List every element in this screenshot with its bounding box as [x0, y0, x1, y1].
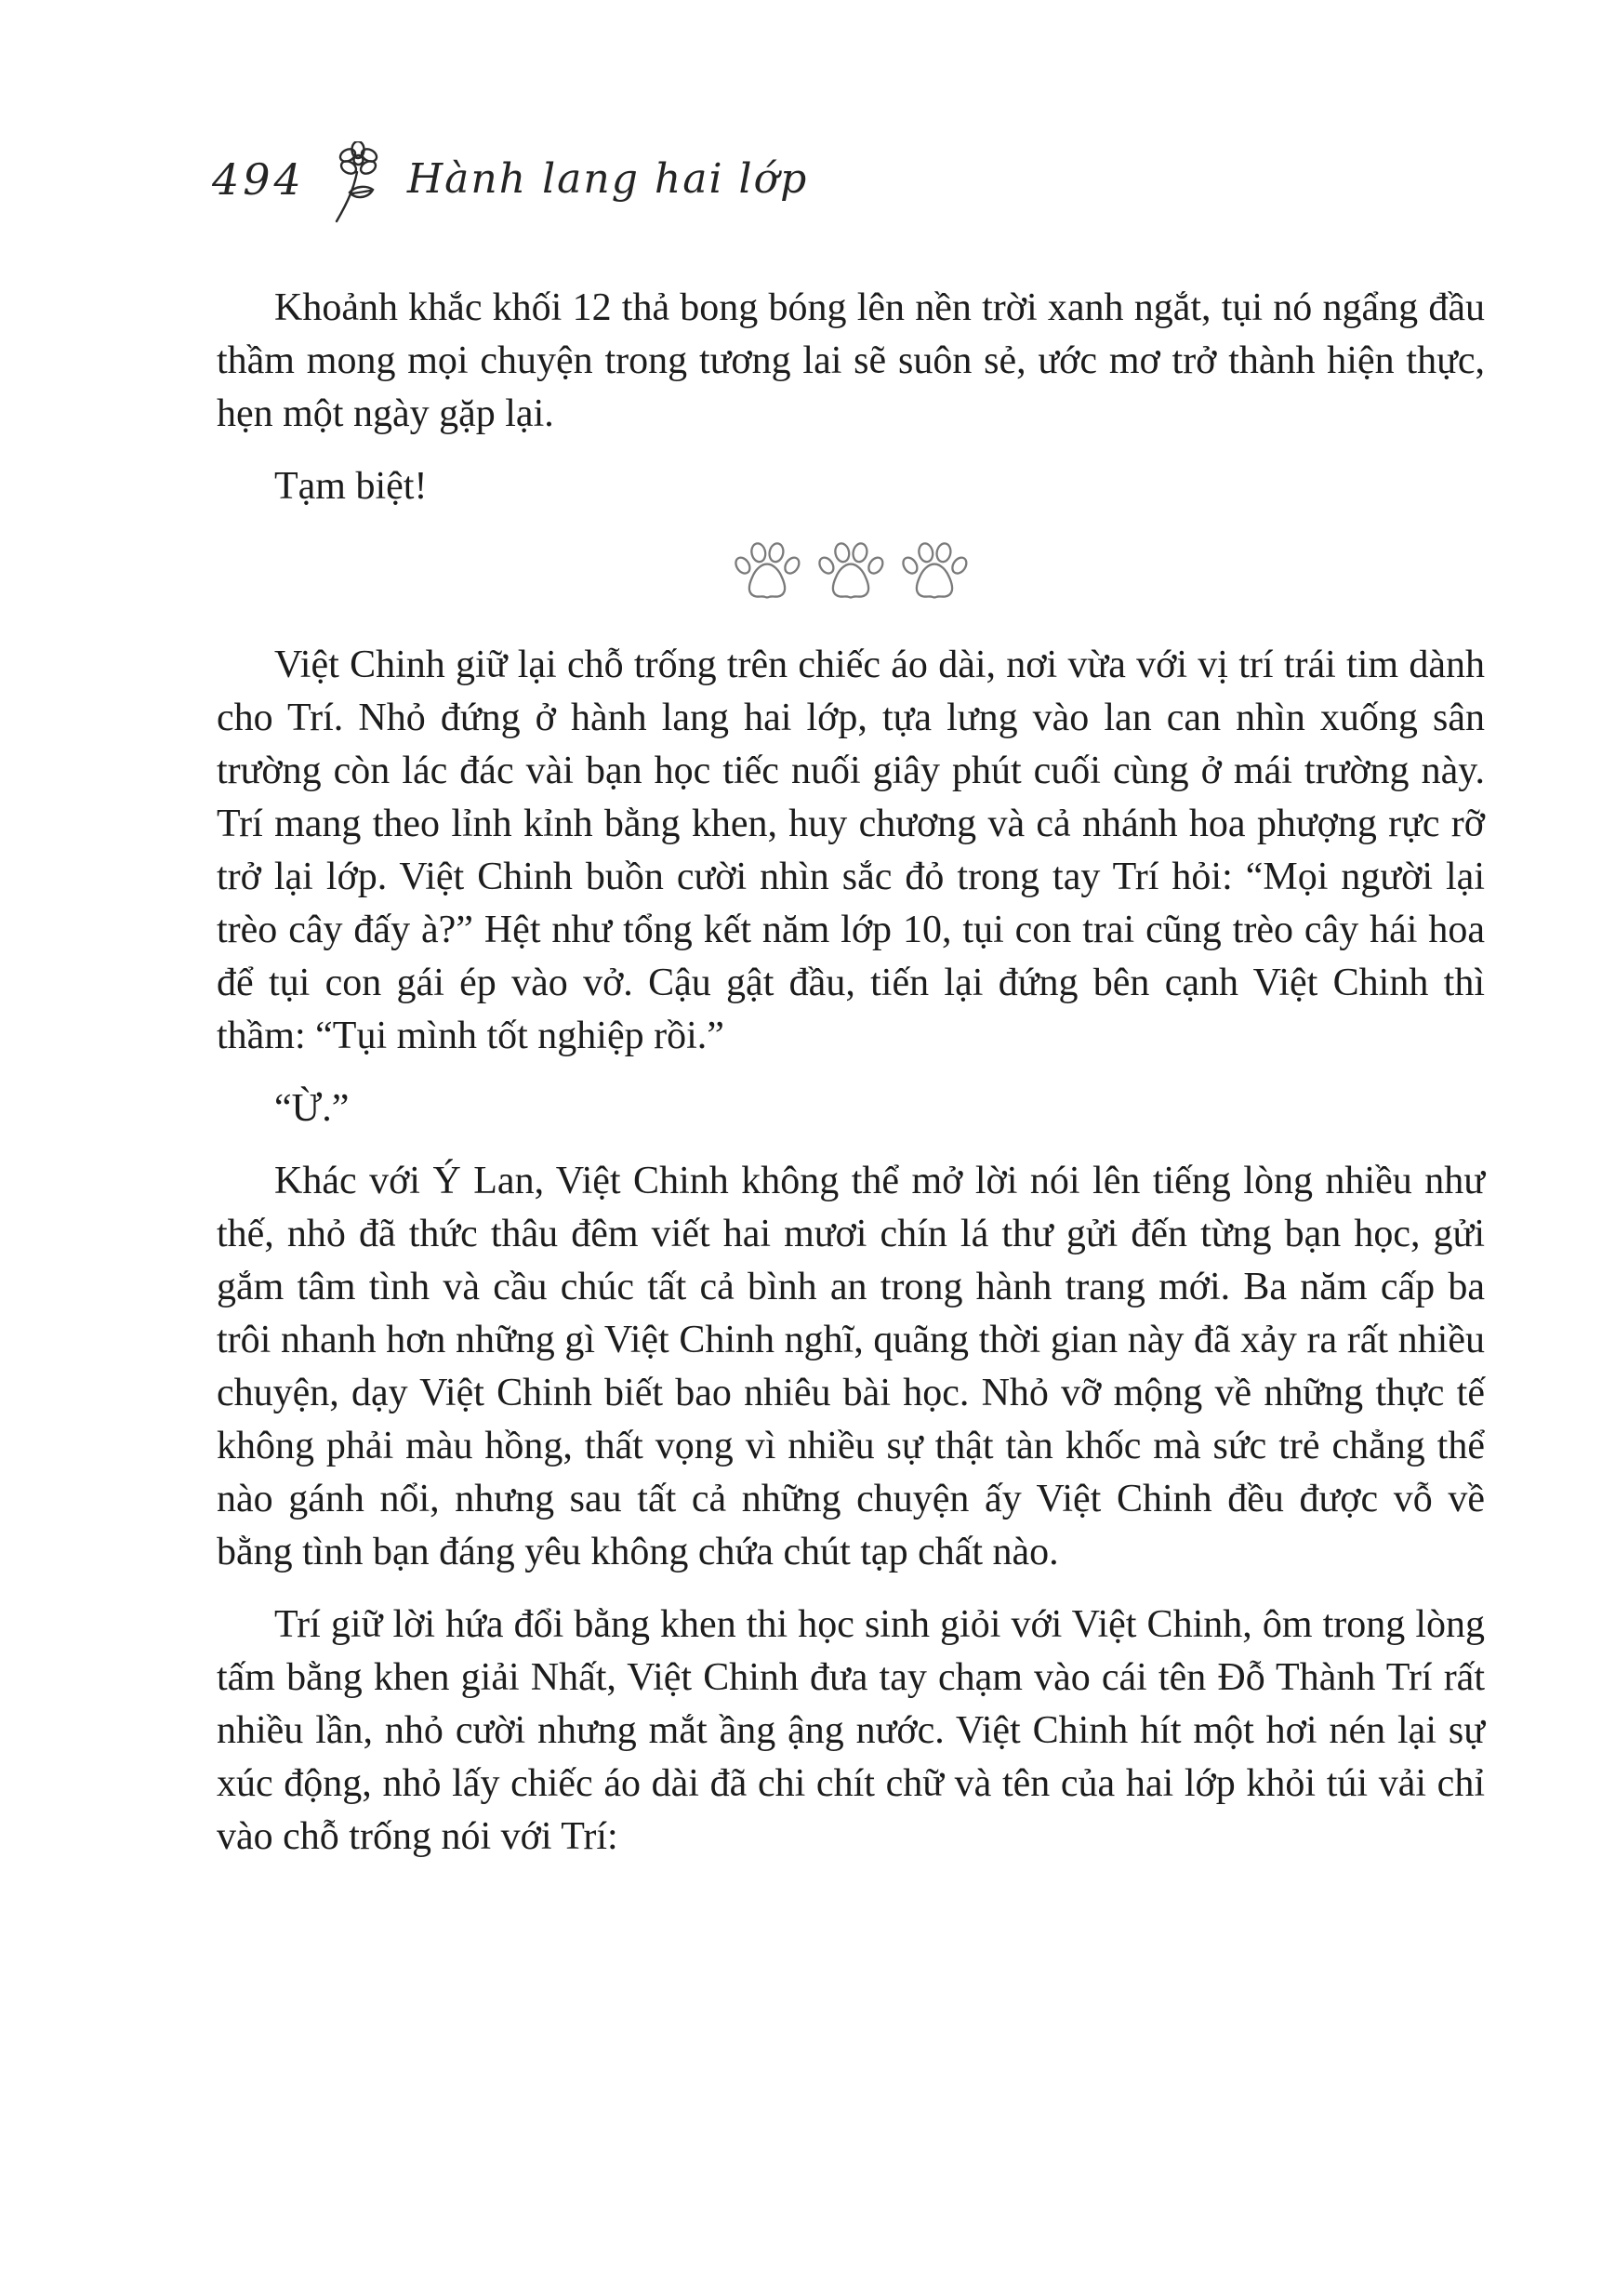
- paragraph: Khoảnh khắc khối 12 thả bong bóng lên nền trời xanh ngắt, tụi nó ngẩng đầu thầm mong mọi chuyện trong tương lai sẽ suôn sẻ, ước mơ trở thành hiện thực, hẹn một ngày gặp lại.: [217, 286, 1485, 435]
- paw-icon: [731, 541, 803, 607]
- article: [217, 282, 1485, 1864]
- paw-divider: [217, 541, 1485, 607]
- paw-icon: [814, 541, 887, 607]
- page-body: [217, 282, 1485, 1883]
- page-header: [212, 136, 808, 222]
- page-number: 494: [212, 153, 305, 205]
- paragraph: Tạm biệt!: [274, 465, 428, 508]
- paragraph: Việt Chinh giữ lại chỗ trống trên chiếc áo dài, nơi vừa với vị trí trái tim dành cho Trí. Nhỏ đứng ở hành lang hai lớp, tựa lưng vào lan can nhìn xuống sân trường còn lác đác vài bạn học tiếc nuối giây phút cuối cùng ở mái trường này. Trí mang theo lỉnh kỉnh bằng khen, huy chương và cả nhánh hoa phượng rực rỡ trở lại lớp. Việt Chinh buồn cười nhìn sắc đỏ trong tay Trí hỏi: “Mọi người lại trèo cây đấy à?” Hệt như tổng kết năm lớp 10, tụi con trai cũng trèo cây hái hoa để tụi con gái ép vào vở. Cậu gật đầu, tiến lại đứng bên cạnh Việt Chinh thì thầm: “Tụi mình tốt nghiệp rồi.”: [217, 644, 1485, 1057]
- chapter-title: Hành lang hai lớp: [406, 155, 809, 203]
- paragraph: Khác với Ý Lan, Việt Chinh không thể mở lời nói lên tiếng lòng nhiều như thế, nhỏ đã thức thâu đêm viết hai mươi chín lá thư gửi đến từng bạn học, gửi gắm tâm tình và cầu chúc tất cả bình an trong hành trang mới. Ba năm cấp ba trôi nhanh hơn những gì Việt Chinh nghĩ, quãng thời gian này đã xảy ra rất nhiều chuyện, dạy Việt Chinh biết bao nhiêu bài học. Nhỏ vỡ mộng về những thực tế không phải màu hồng, thất vọng vì nhiều sự thật tàn khốc mà sức trẻ chẳng thể nào gánh nổi, nhưng sau tất cả những chuyện ấy Việt Chinh đều được vỗ về bằng tình bạn đáng yêu không chứa chút tạp chất nào.: [217, 1160, 1485, 1573]
- paragraph: “Ừ.”: [274, 1087, 350, 1130]
- flower-icon: [329, 141, 383, 228]
- paragraph: Trí giữ lời hứa đổi bằng khen thi học sinh giỏi với Việt Chinh, ôm trong lòng tấm bằng khen giải Nhất, Việt Chinh đưa tay chạm vào cái tên Đỗ Thành Trí rất nhiều lần, nhỏ cười nhưng mắt ầng ậng nước. Việt Chinh hít một hơi nén lại sự xúc động, nhỏ lấy chiếc áo dài đã chi chít chữ và tên của hai lớp khỏi túi vải chỉ vào chỗ trống nói với Trí:: [217, 1603, 1485, 1858]
- paw-icon: [898, 541, 971, 607]
